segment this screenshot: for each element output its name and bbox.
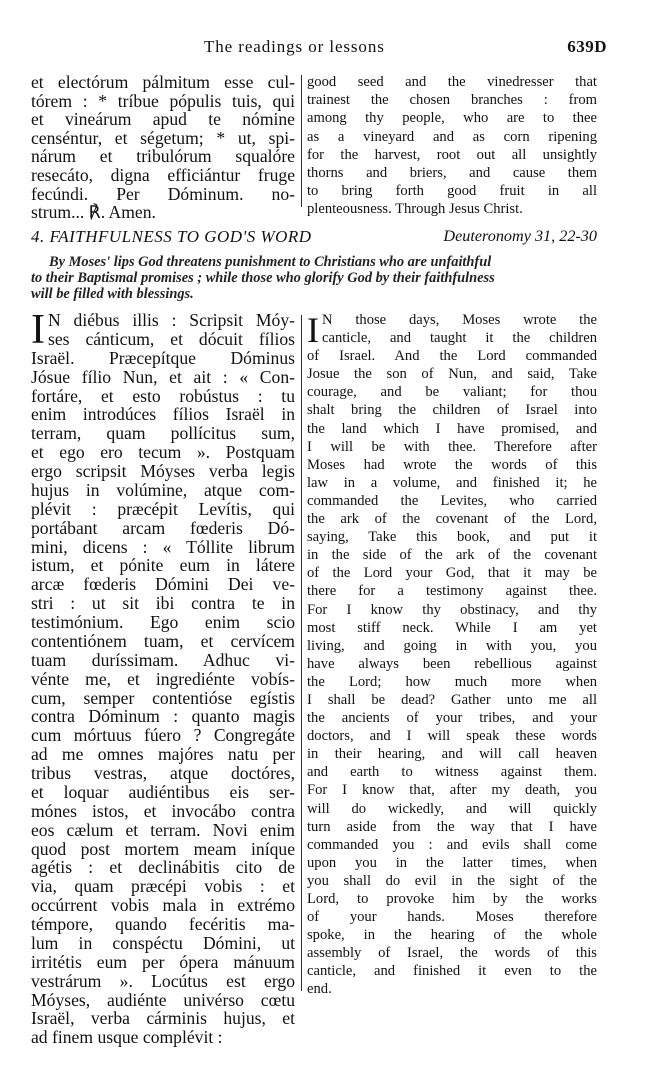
english-text-line: thorns and briers, and cause them xyxy=(307,165,597,182)
latin-text-line: Israël. Præcepítque Dóminus xyxy=(31,347,295,368)
english-text-line: most stiff neck. While I am yet xyxy=(307,619,597,636)
latin-text-line: ses cánticum, et dócuit fílios xyxy=(48,328,295,349)
latin-text-line: terram, quam pollícitus sum, xyxy=(31,423,295,444)
latin-text-line: mónes istos, et invocábo contra xyxy=(31,800,295,821)
english-column xyxy=(307,311,597,999)
latin-dropcap: I xyxy=(31,307,45,353)
latin-column xyxy=(31,307,295,1048)
latin-text-line: via, quam præcépi vobis : et xyxy=(31,876,295,897)
latin-text-line: témpore, quando fecéritis ma- xyxy=(31,914,295,934)
english-text-line: in the side of the ark of the covenant xyxy=(307,547,597,564)
reading-body xyxy=(31,307,597,1048)
english-text-line: will do wickedly, and will quickly xyxy=(307,800,597,817)
summary-line: By Moses' lips God threatens punishment to Christians who are unfaithful xyxy=(49,254,492,270)
english-text-line: have always been rebellious against xyxy=(307,655,597,672)
english-text-line: among thy people, who are to thee xyxy=(307,110,597,127)
section-heading xyxy=(31,227,597,249)
english-text-line: upon you in the latter times, when xyxy=(307,854,597,871)
latin-text-line: tuam duríssimam. Adhuc vi- xyxy=(31,649,295,670)
latin-text-line: vénte me, et ingrediénte vobís- xyxy=(31,668,295,689)
english-text-line: canticle, and taught it the children xyxy=(322,330,597,347)
english-text-line: saying, Take this book, and put it xyxy=(307,529,597,546)
latin-text-line: contra Dóminum : quanto magis xyxy=(31,706,295,727)
latin-text-line: fortáre, et esto robústus : tu xyxy=(31,385,295,406)
page-number: 639D xyxy=(567,37,607,56)
latin-text-line: agétis : et declinábitis cito de xyxy=(31,857,295,878)
latin-text-line: ad me omnes majóres natu per xyxy=(31,744,295,765)
running-title: The readings or lessons xyxy=(204,37,385,56)
english-text-line: Moses had wrote the words of this xyxy=(307,456,597,473)
latin-text-line: portábant arcam fœderis Dó- xyxy=(31,517,295,538)
english-text-line: the ark of the covenant of the Lord, xyxy=(307,511,597,528)
latin-text-line: istum, et pónite eum in látere xyxy=(31,555,295,576)
latin-text-line: et vineárum apud te nómine xyxy=(31,109,295,130)
latin-text-line: occúrrent vobis mala in extrémo xyxy=(31,895,295,916)
page-header xyxy=(0,37,665,61)
english-text-line: of the Lord your God, that it may be xyxy=(307,565,597,582)
english-text-line: to bring forth good fruit in all xyxy=(307,183,597,200)
english-text-line: law in a volume, and finished it; he xyxy=(307,474,597,491)
english-text-line: commanded you : and evils shall come xyxy=(307,836,597,853)
latin-text-line: plévit : præcépit Levítis, qui xyxy=(31,498,295,519)
latin-text-line: et electórum pálmitum esse cul- xyxy=(31,72,295,92)
english-column-top xyxy=(307,73,597,219)
english-text-line: spoke, in the hearing of the whole xyxy=(307,927,597,944)
latin-text-line: strum... ℟. Amen. xyxy=(31,202,156,223)
english-text-line: For I know that, after my death, you xyxy=(307,782,597,799)
english-text-line: trainest the chosen branches : from xyxy=(307,92,597,109)
latin-text-line: resecáto, digna efficiántur fruge xyxy=(31,164,295,185)
english-dropcap: I xyxy=(307,310,319,350)
latin-text-line: Israël, verba cárminis hujus, et xyxy=(31,1008,295,1029)
english-text-line: assembly of Israel, the words of this xyxy=(307,945,597,962)
latin-text-line: contentiónem tuam, et cervícem xyxy=(31,630,295,651)
english-text-line: shalt bring the children of Israel into xyxy=(307,402,597,419)
english-text-line: the land which I have promised, and xyxy=(307,420,597,437)
column-divider xyxy=(301,75,302,207)
english-text-line: canticle, and finished it even to the xyxy=(307,963,597,980)
latin-text-line: cum mórtuus fúero ? Congregáte xyxy=(31,725,295,746)
latin-text-line: stri : ut sit ibi contra te in xyxy=(31,593,295,614)
column-divider xyxy=(301,315,302,991)
section-title: 4. FAITHFULNESS TO GOD'S WORD xyxy=(31,227,312,246)
latin-text-line: fecúndi. Per Dóminum. no- xyxy=(31,183,295,204)
latin-text-line: eos cælum et terram. Novi enim xyxy=(31,819,295,840)
previous-reading-ending xyxy=(31,72,597,223)
summary-line: to their Baptismal promises ; while those who glorify God by their faithfulness xyxy=(31,269,495,286)
english-text-line: the Lord; how much more when xyxy=(307,673,597,690)
english-text-line: as a vineyard and as corn ripening xyxy=(307,128,597,145)
english-text-line: I shall be dead? Gather unto me all xyxy=(307,691,597,708)
latin-text-line: Jósue fílio Nun, et ait : « Con- xyxy=(31,366,295,387)
english-text-line: of your hands. Moses therefore xyxy=(307,909,597,926)
latin-text-line: tórem : * tríbue pópulis tuis, qui xyxy=(31,90,295,111)
english-text-line: Josue the son of Nun, and said, Take xyxy=(307,366,597,383)
english-text-line: for the harvest, root out all unsightly xyxy=(307,146,597,163)
latin-text-line: ad finem usque complévit : xyxy=(31,1027,223,1048)
english-text-line: For I know thy obstinacy, and thy xyxy=(307,601,597,618)
english-text-line: doctors, and I will speak these words xyxy=(307,728,597,745)
english-text-line: plenteousness. Through Jesus Christ. xyxy=(307,201,523,218)
english-text-line: N those days, Moses wrote the xyxy=(322,312,597,328)
english-text-line: you shall do evil in the sight of the xyxy=(307,872,597,889)
english-text-line: Lord, to provoke him by the works xyxy=(307,891,597,907)
latin-text-line: hujus in volúmine, atque com- xyxy=(31,479,295,500)
english-text-line: commanded the Levites, who carried xyxy=(307,492,597,509)
english-text-line: turn aside from the way that I have xyxy=(307,818,597,835)
latin-text-line: nárum et tribulórum squalóre xyxy=(31,146,295,167)
latin-text-line: cum, semper contentióse egístis xyxy=(31,687,295,708)
english-text-line: courage, and be valiant; for thou xyxy=(307,384,597,401)
english-text-line: in their hearing, and will call heaven xyxy=(307,746,597,763)
latin-text-line: arcæ fœderis Dómini Dei ve- xyxy=(31,574,295,595)
latin-text-line: N diébus illis : Scripsit Móy- xyxy=(48,310,295,330)
english-text-line: there for a testimony against thee. xyxy=(307,583,597,600)
latin-text-line: et ego ero tecum ». Postquam xyxy=(31,442,295,463)
scripture-reference: Deuteronomy 31, 22-30 xyxy=(443,227,597,245)
english-text-line: good seed and the vinedresser that xyxy=(307,74,597,90)
latin-text-line: quod post mortem meam iníque xyxy=(31,838,295,859)
english-text-line: end. xyxy=(307,981,332,998)
english-text-line: and earth to witness against them. xyxy=(307,764,597,781)
latin-text-line: Móyses, audiénte univérso cœtu xyxy=(31,989,295,1010)
latin-text-line: censéntur, et ségetum; * ut, spi- xyxy=(31,127,295,148)
latin-text-line: lum in conspéctu Dómini, ut xyxy=(31,932,295,953)
english-text-line: of Israel. And the Lord commanded xyxy=(307,348,597,365)
latin-text-line: mini, dicens : « Tóllite librum xyxy=(31,536,295,557)
english-text-line: I will be with thee. Therefore after xyxy=(307,438,597,455)
english-text-line: living, and going in with you, you xyxy=(307,637,597,654)
latin-text-line: et loquar audiéntibus eis ser- xyxy=(31,781,295,802)
latin-text-line: vestrárum ». Locútus est ergo xyxy=(31,970,295,991)
latin-text-line: testimónium. Ego enim scio xyxy=(31,612,295,632)
section-summary xyxy=(31,255,597,302)
latin-text-line: tribus vestras, atque doctóres, xyxy=(31,763,295,783)
latin-text-line: enim introdúces fílios Israël in xyxy=(31,404,295,425)
latin-column-top xyxy=(31,73,295,222)
latin-text-line: irritétis eum per ópera mánuum xyxy=(31,951,295,972)
latin-text-line: ergo scripsit Móyses verba legis xyxy=(31,461,295,481)
english-text-line: the ancients of your tribes, and your xyxy=(307,710,597,727)
summary-line: will be filled with blessings. xyxy=(31,285,194,302)
